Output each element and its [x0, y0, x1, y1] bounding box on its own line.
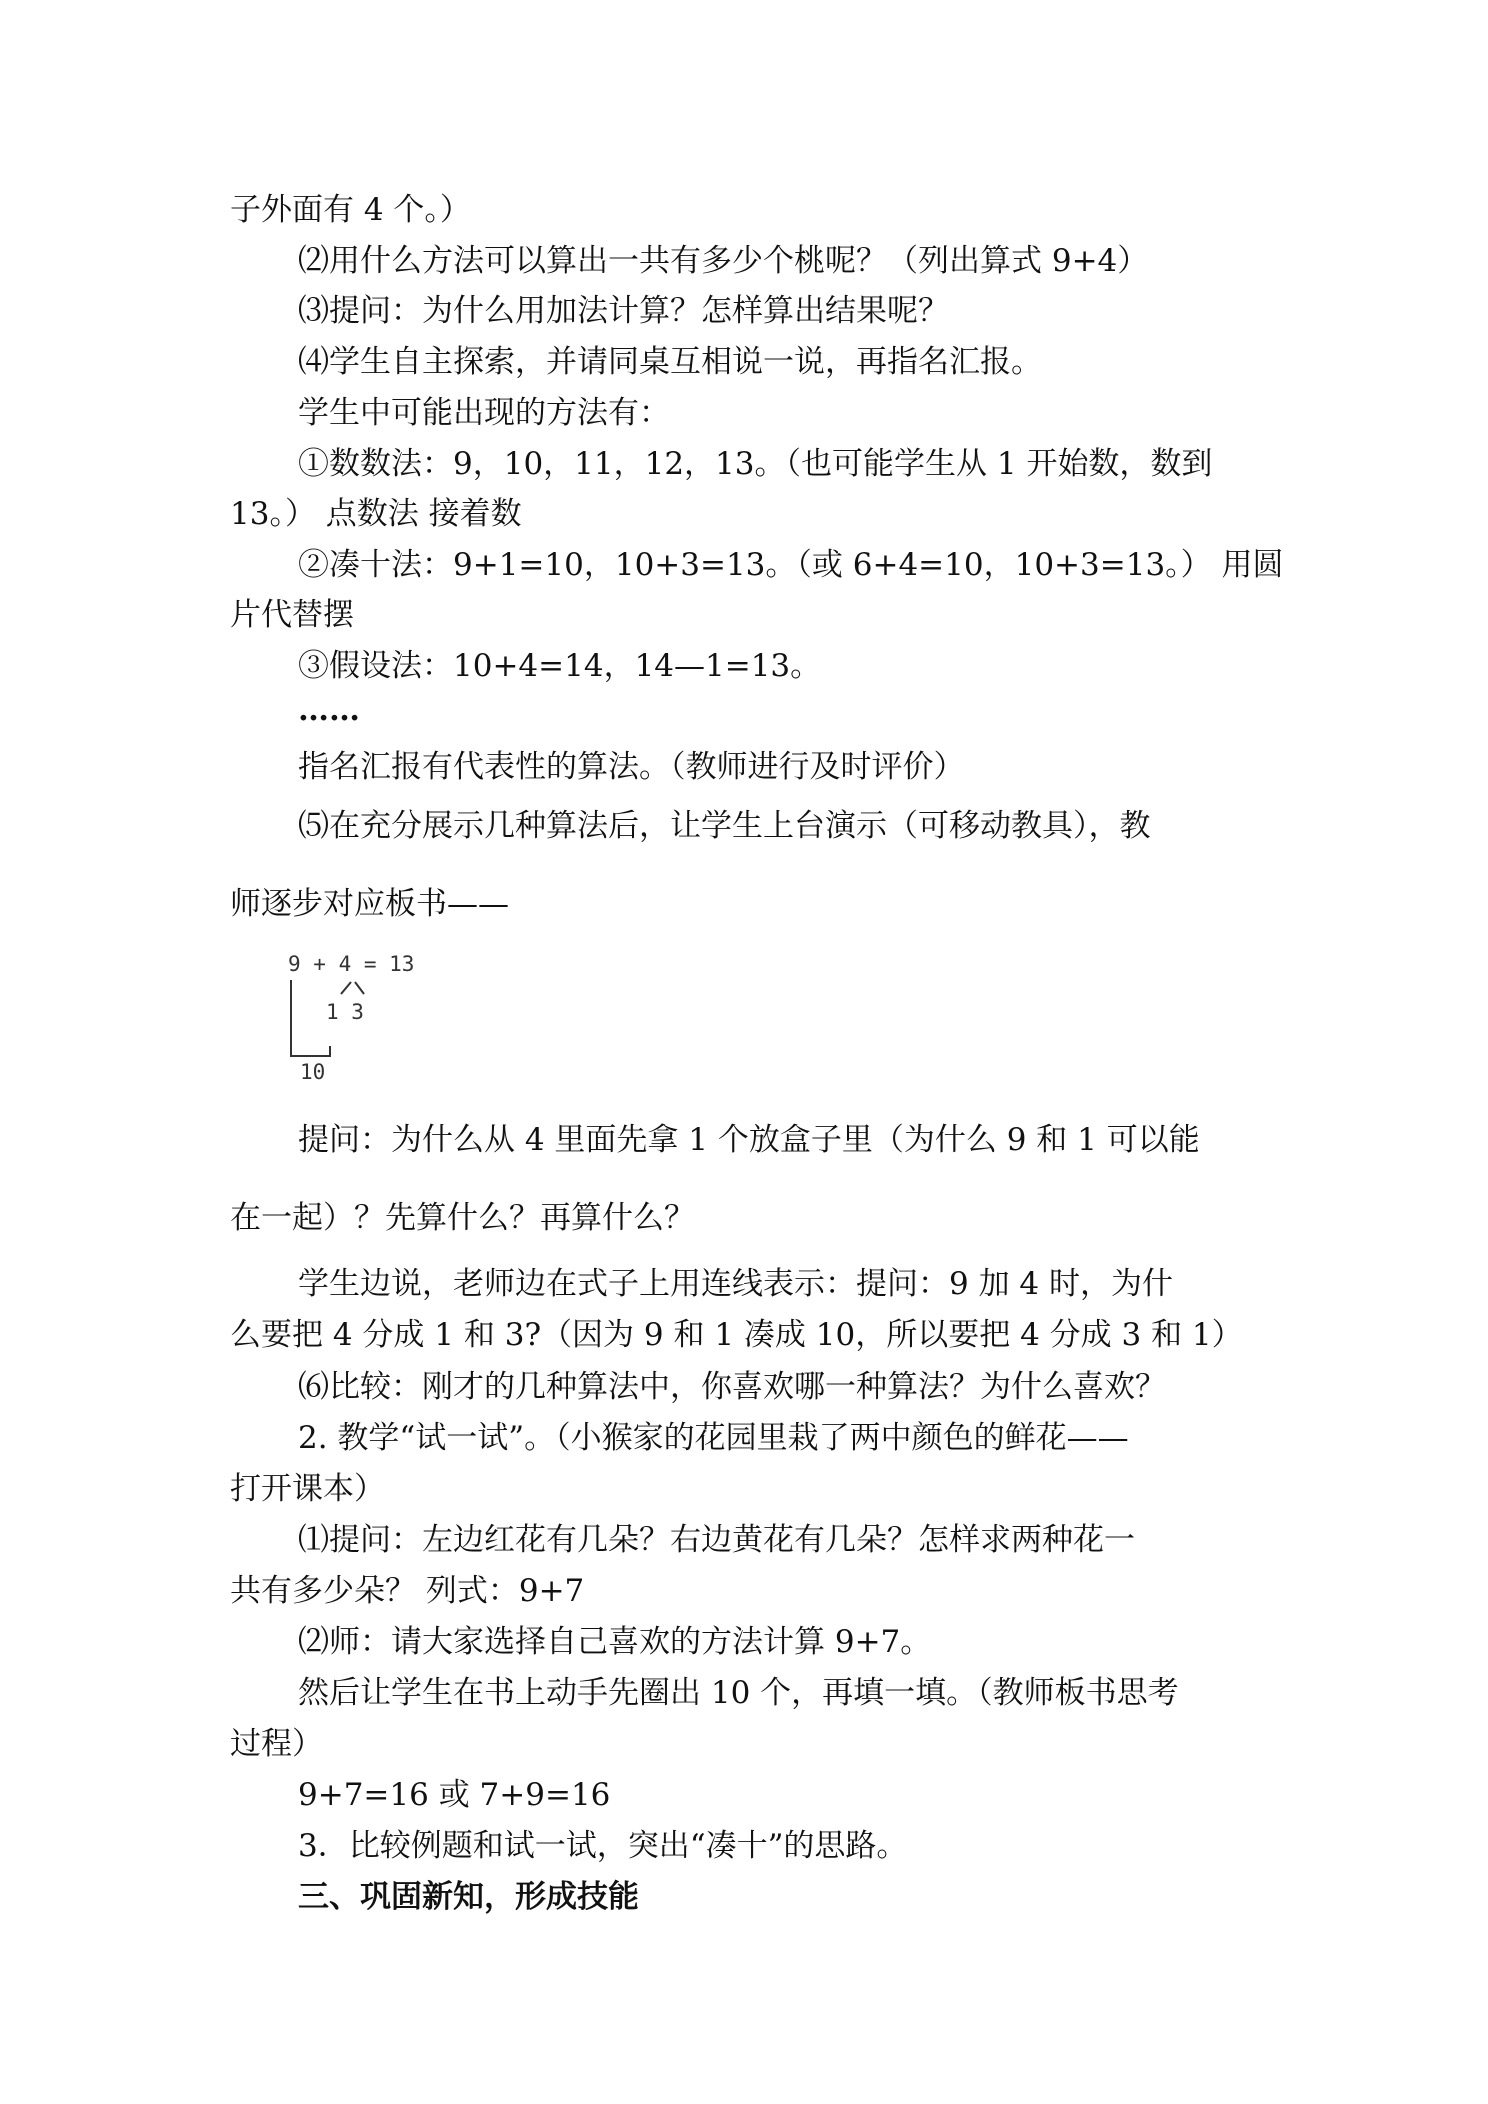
text-line-9: 片代替摆 [230, 597, 354, 633]
text-line-10: ③假设法：10+4=14，14—1=13。 [298, 648, 822, 684]
text-line-1: 子外面有 4 个。） [230, 192, 471, 228]
text-line-23: 共有多少朵？ 列式：9+7 [230, 1573, 585, 1609]
text-line-13: ⑸在充分展示几种算法后，让学生上台演示（可移动教具），教 [298, 808, 1151, 844]
diagram-equation: 9 + 4 = 13 [288, 952, 415, 976]
text-line-8: ②凑十法：9+1=10，10+3=13。（或 6+4=10，10+3=13。） 用圆 [298, 547, 1284, 583]
board-diagram [280, 950, 460, 1090]
text-line-24: ⑵师：请大家选择自己喜欢的方法计算 9+7。 [298, 1624, 932, 1660]
text-line-25: 然后让学生在书上动手先圈出 10 个，再填一填。（教师板书思考 [298, 1675, 1179, 1711]
text-line-12: 指名汇报有代表性的算法。（教师进行及时评价） [298, 749, 965, 785]
text-line-3: ⑶提问：为什么用加法计算？怎样算出结果呢？ [298, 293, 949, 329]
text-line-22: ⑴提问：左边红花有几朵？右边黄花有几朵？怎样求两种花一 [298, 1522, 1135, 1558]
text-line-15: 提问：为什么从 4 里面先拿 1 个放盒子里（为什么 9 和 1 可以能 [298, 1122, 1200, 1158]
text-line-26: 过程） [230, 1726, 323, 1762]
text-line-5: 学生中可能出现的方法有： [298, 395, 670, 431]
text-line-4: ⑷学生自主探索，并请同桌互相说一说，再指名汇报。 [298, 344, 1042, 380]
section-heading: 三、巩固新知，形成技能 [298, 1879, 639, 1915]
text-line-17: 学生边说，老师边在式子上用连线表示：提问：9 加 4 时，为什 [298, 1266, 1174, 1302]
text-line-7: 13。） 点数法 接着数 [230, 496, 522, 532]
text-line-14: 师逐步对应板书—— [230, 886, 509, 922]
diagram-sum: 10 [300, 1060, 326, 1084]
text-line-18: 么要把 4 分成 1 和 3?（因为 9 和 1 凑成 10，所以要把 4 分成 3 和 1） [230, 1317, 1243, 1353]
text-line-16: 在一起）？先算什么？再算什么？ [230, 1200, 695, 1236]
text-line-21: 打开课本） [230, 1471, 385, 1507]
text-line-2: ⑵用什么方法可以算出一共有多少个桃呢？（列出算式 9+4） [298, 243, 1149, 279]
text-line-20: 2. 教学“试一试”。（小猴家的花园里栽了两中颜色的鲜花—— [298, 1420, 1129, 1456]
text-line-6: ①数数法：9，10，11，12，13。（也可能学生从 1 开始数，数到 [298, 446, 1213, 482]
diagram-split: 1 3 [326, 1000, 364, 1024]
text-line-28: 3．比较例题和试一试，突出“凑十”的思路。 [298, 1828, 908, 1864]
text-line-11: …… [298, 692, 360, 728]
text-line-27: 9+7=16 或 7+9=16 [298, 1777, 611, 1813]
text-line-19: ⑹比较：刚才的几种算法中，你喜欢哪一种算法？为什么喜欢？ [298, 1369, 1166, 1405]
